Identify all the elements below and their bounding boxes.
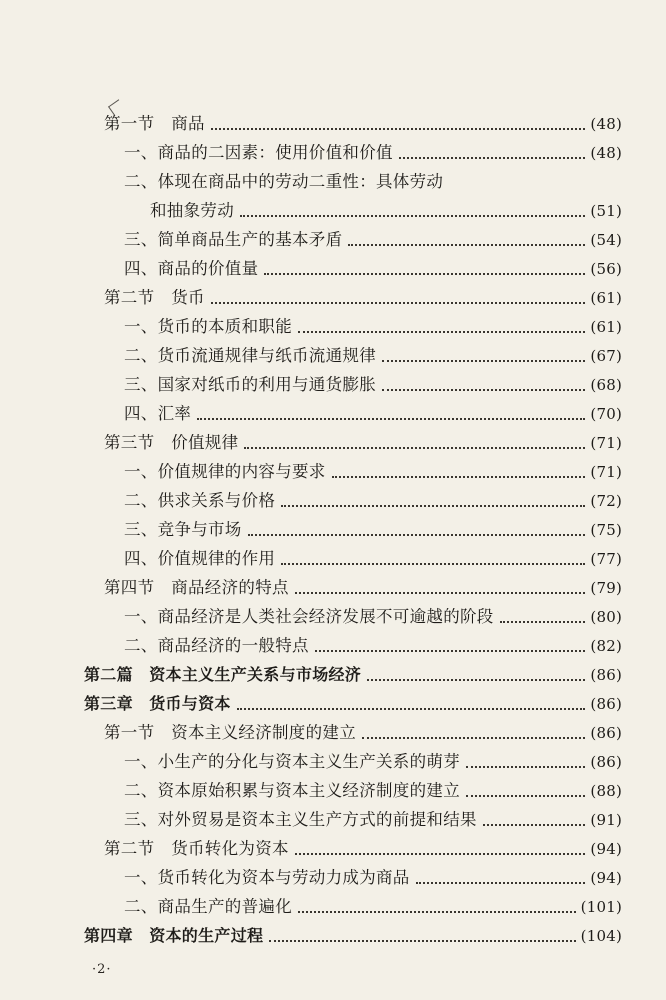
toc-entry-page: (86) bbox=[590, 695, 622, 713]
toc-entry-page: (101) bbox=[580, 898, 622, 916]
toc-entry bbox=[124, 454, 622, 483]
toc-entry-title: 二、资本原始积累与资本主义经济制度的建立 bbox=[124, 781, 460, 800]
toc-entry-page: (70) bbox=[590, 405, 622, 423]
toc-entry-title: 第三节 价值规律 bbox=[104, 433, 239, 452]
toc-entry bbox=[124, 309, 622, 338]
toc-entry-page: (77) bbox=[590, 550, 622, 568]
toc-entry bbox=[124, 251, 622, 280]
toc-entry-title: 三、国家对纸币的利用与通货膨胀 bbox=[124, 375, 376, 394]
toc-entry-page: (61) bbox=[590, 289, 622, 307]
toc-entry-page: (94) bbox=[590, 840, 622, 858]
dot-leader bbox=[248, 533, 586, 536]
toc-entry-title: 四、价值规律的作用 bbox=[124, 549, 276, 568]
dot-leader bbox=[281, 504, 585, 507]
toc-entry-continuation bbox=[150, 193, 622, 222]
toc-entry bbox=[124, 338, 622, 367]
dot-leader bbox=[211, 301, 586, 304]
toc-entry bbox=[124, 860, 622, 889]
toc-entry-section-4 bbox=[104, 570, 622, 599]
toc-entry bbox=[124, 135, 622, 164]
toc-entry-page: (71) bbox=[590, 434, 622, 452]
dot-leader bbox=[362, 736, 585, 739]
dot-leader bbox=[332, 475, 586, 478]
toc-entry-title: 第四章 资本的生产过程 bbox=[84, 926, 264, 945]
toc-entry-title: 第三章 货币与资本 bbox=[84, 694, 231, 713]
dot-leader bbox=[240, 214, 585, 217]
dot-leader bbox=[281, 562, 585, 565]
toc-entry-page: (82) bbox=[590, 637, 622, 655]
toc-entry-title: 一、商品的二因素：使用价值和价值 bbox=[124, 143, 393, 162]
toc-entry-title: 一、小生产的分化与资本主义生产关系的萌芽 bbox=[124, 752, 460, 771]
dot-leader bbox=[298, 910, 576, 913]
toc-entry-page: (86) bbox=[590, 724, 622, 742]
dot-leader bbox=[264, 272, 585, 275]
toc-entry-title: 第四节 商品经济的特点 bbox=[104, 578, 289, 597]
toc-entry-page: (54) bbox=[590, 231, 622, 249]
toc-entry-page: (48) bbox=[590, 144, 622, 162]
toc-entry-page: (94) bbox=[590, 869, 622, 887]
toc-entry-page: (61) bbox=[590, 318, 622, 336]
toc-entry bbox=[124, 628, 622, 657]
toc-entry-title: 第一节 商品 bbox=[104, 114, 205, 133]
toc-entry bbox=[124, 541, 622, 570]
dot-leader bbox=[295, 591, 586, 594]
toc-entry-title: 二、商品经济的一般特点 bbox=[124, 636, 309, 655]
dot-leader bbox=[466, 794, 585, 797]
toc-entry-title: 二、货币流通规律与纸币流通规律 bbox=[124, 346, 376, 365]
toc-entry bbox=[124, 512, 622, 541]
toc-entry-title: 第二篇 资本主义生产关系与市场经济 bbox=[84, 665, 362, 684]
toc-entry-title: 一、货币的本质和职能 bbox=[124, 317, 292, 336]
toc-entry-title: 二、商品生产的普遍化 bbox=[124, 897, 292, 916]
dot-leader bbox=[237, 707, 586, 710]
toc-entry-title: 三、竞争与市场 bbox=[124, 520, 242, 539]
toc-entry-section-3 bbox=[104, 425, 622, 454]
toc-entry-page: (88) bbox=[590, 782, 622, 800]
dot-leader bbox=[500, 620, 586, 623]
toc-entry-chapter bbox=[84, 686, 622, 715]
dot-leader bbox=[466, 765, 585, 768]
toc-entry-title: 二、体现在商品中的劳动二重性：具体劳动 bbox=[124, 172, 444, 191]
toc-entry-section-2 bbox=[104, 831, 622, 860]
toc-entry bbox=[124, 802, 622, 831]
toc-entry-title: 三、对外贸易是资本主义生产方式的前提和结果 bbox=[124, 810, 477, 829]
dot-leader bbox=[483, 823, 586, 826]
toc-entry-section-1 bbox=[104, 715, 622, 744]
toc-entry-section-1 bbox=[104, 106, 622, 135]
toc-entry-title: 三、简单商品生产的基本矛盾 bbox=[124, 230, 343, 249]
toc-entry-title: 四、商品的价值量 bbox=[124, 259, 259, 278]
toc-entry-title: 四、汇率 bbox=[124, 404, 192, 423]
toc-entry-page: (75) bbox=[590, 521, 622, 539]
toc-entry-title: 第一节 资本主义经济制度的建立 bbox=[104, 723, 356, 742]
toc-entry-page: (86) bbox=[590, 753, 622, 771]
toc-entry-page: (80) bbox=[590, 608, 622, 626]
toc-entry bbox=[124, 889, 622, 918]
dot-leader bbox=[211, 127, 586, 130]
toc-entry-title: 和抽象劳动 bbox=[150, 201, 234, 220]
toc-entry-page: (68) bbox=[590, 376, 622, 394]
dot-leader bbox=[399, 156, 586, 159]
toc-entry-section-2 bbox=[104, 280, 622, 309]
toc-entry bbox=[124, 222, 622, 251]
toc-entry bbox=[124, 367, 622, 396]
toc-entry-page: (56) bbox=[590, 260, 622, 278]
toc-entry-page: (67) bbox=[590, 347, 622, 365]
toc-entry-page: (48) bbox=[590, 115, 622, 133]
dot-leader bbox=[416, 881, 586, 884]
page-number-footer: ·2· bbox=[92, 962, 112, 977]
toc-entry-page: (71) bbox=[590, 463, 622, 481]
toc-entry-title: 第二节 货币转化为资本 bbox=[104, 839, 289, 858]
dot-leader bbox=[382, 359, 585, 362]
dot-leader bbox=[197, 417, 585, 420]
toc-entry-title: 一、价值规律的内容与要求 bbox=[124, 462, 326, 481]
toc-entry-page: (72) bbox=[590, 492, 622, 510]
toc-entry bbox=[124, 773, 622, 802]
toc-entry bbox=[124, 483, 622, 512]
dot-leader bbox=[367, 678, 585, 681]
toc-entry-page: (91) bbox=[590, 811, 622, 829]
toc-entry-page: (104) bbox=[580, 927, 622, 945]
toc-entry-page: (51) bbox=[590, 202, 622, 220]
toc-entry-chapter bbox=[84, 918, 622, 947]
toc-entry bbox=[124, 396, 622, 425]
toc-entry bbox=[124, 164, 443, 193]
toc-entry-title: 一、商品经济是人类社会经济发展不可逾越的阶段 bbox=[124, 607, 494, 626]
toc-entry-title: 第二节 货币 bbox=[104, 288, 205, 307]
toc-entry-page: (79) bbox=[590, 579, 622, 597]
dot-leader bbox=[298, 330, 585, 333]
toc-entry bbox=[124, 744, 622, 773]
dot-leader bbox=[269, 939, 575, 942]
toc-entry-page: (86) bbox=[590, 666, 622, 684]
toc-entry-title: 一、货币转化为资本与劳动力成为商品 bbox=[124, 868, 410, 887]
dot-leader bbox=[295, 852, 586, 855]
dot-leader bbox=[315, 649, 586, 652]
dot-leader bbox=[348, 243, 585, 246]
toc-entry-title: 二、供求关系与价格 bbox=[124, 491, 276, 510]
dot-leader bbox=[244, 446, 585, 449]
toc-entry-part bbox=[84, 657, 622, 686]
dot-leader bbox=[382, 388, 585, 391]
toc-entry bbox=[124, 599, 622, 628]
